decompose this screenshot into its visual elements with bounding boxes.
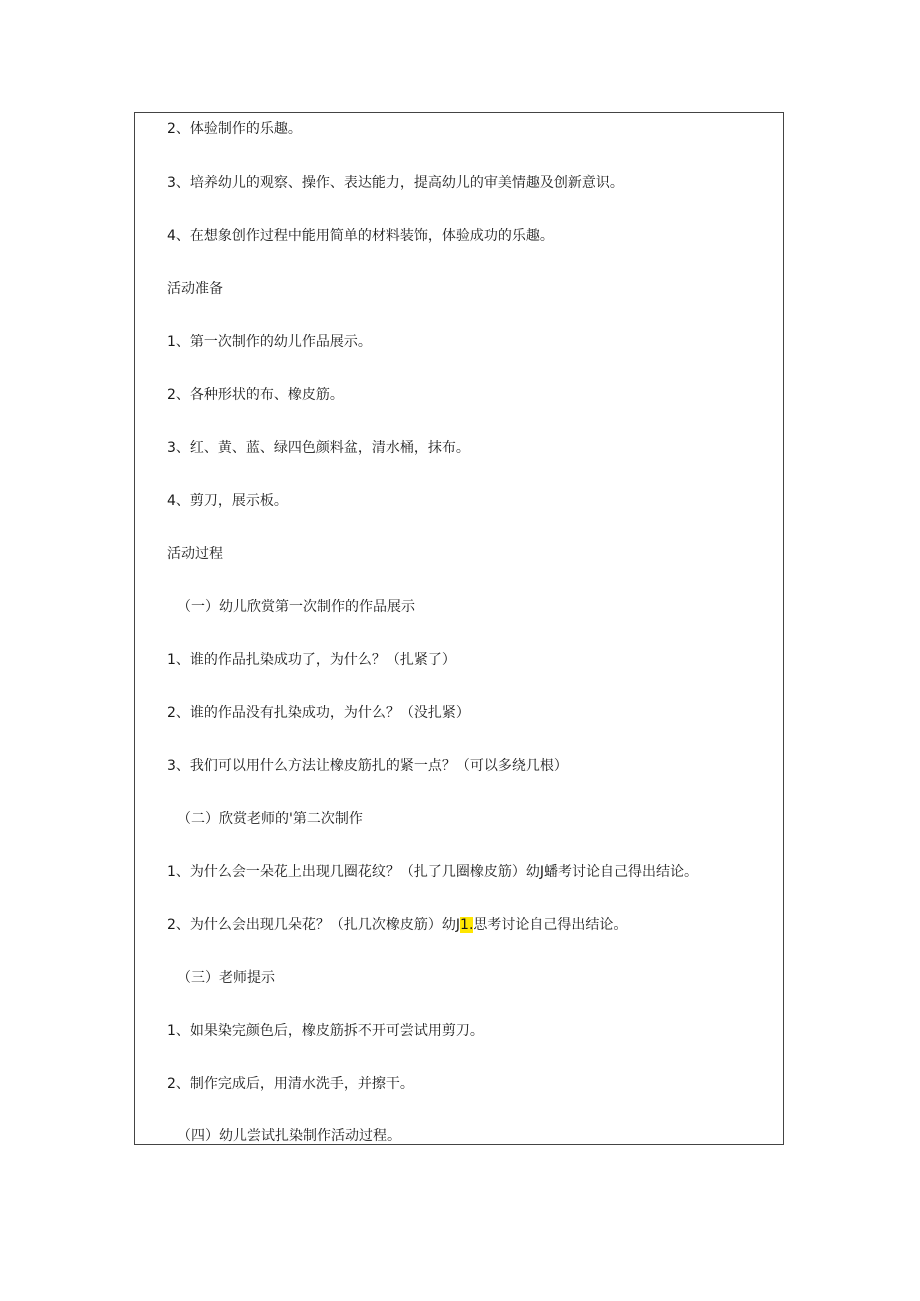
text-segment: 思考讨论自己得出结论。 <box>473 917 628 933</box>
document-frame <box>134 112 784 1145</box>
subsection-heading: （四）幼儿尝试扎染制作活动过程。 <box>177 1128 401 1144</box>
text-line: 1、为什么会一朵花上出现几圈花纹？（扎了几圈橡皮筋）幼J蟠考讨论自己得出结论。 <box>167 864 699 880</box>
text-line: 1、谁的作品扎染成功了，为什么？（扎紧了） <box>167 652 456 668</box>
section-heading: 活动准备 <box>167 281 223 297</box>
section-heading: 活动过程 <box>167 546 223 562</box>
subsection-heading: （一）幼儿欣赏第一次制作的作品展示 <box>177 599 415 615</box>
text-line: 4、在想象创作过程中能用简单的材料装饰，体验成功的乐趣。 <box>167 228 554 244</box>
text-line: 2、各种形状的布、橡皮筋。 <box>167 387 344 403</box>
subsection-heading: （三）老师提示 <box>177 970 275 986</box>
text-line: 2、制作完成后，用清水洗手，并擦干。 <box>167 1076 414 1092</box>
text-line: 4、剪刀，展示板。 <box>167 493 288 509</box>
text-segment: 2、为什么会出现几朵花？（扎几次橡皮筋）幼J <box>167 917 461 933</box>
text-line: 3、红、黄、蓝、绿四色颜料盆，清水桶，抹布。 <box>167 440 470 456</box>
text-line: 2、体验制作的乐趣。 <box>167 121 302 137</box>
text-line-highlighted <box>167 915 627 935</box>
subsection-heading: （二）欣赏老师的'第二次制作 <box>177 811 363 827</box>
text-line: 1、如果染完颜色后，橡皮筋拆不开可尝试用剪刀。 <box>167 1023 484 1039</box>
highlight-mark: 1. <box>460 917 474 933</box>
text-line: 3、我们可以用什么方法让橡皮筋扎的紧一点？（可以多绕几根） <box>167 758 568 774</box>
text-line: 1、第一次制作的幼儿作品展示。 <box>167 334 372 350</box>
text-line: 2、谁的作品没有扎染成功，为什么？（没扎紧） <box>167 705 470 721</box>
text-line: 3、培养幼儿的观察、操作、表达能力，提高幼儿的审美情趣及创新意识。 <box>167 175 624 191</box>
